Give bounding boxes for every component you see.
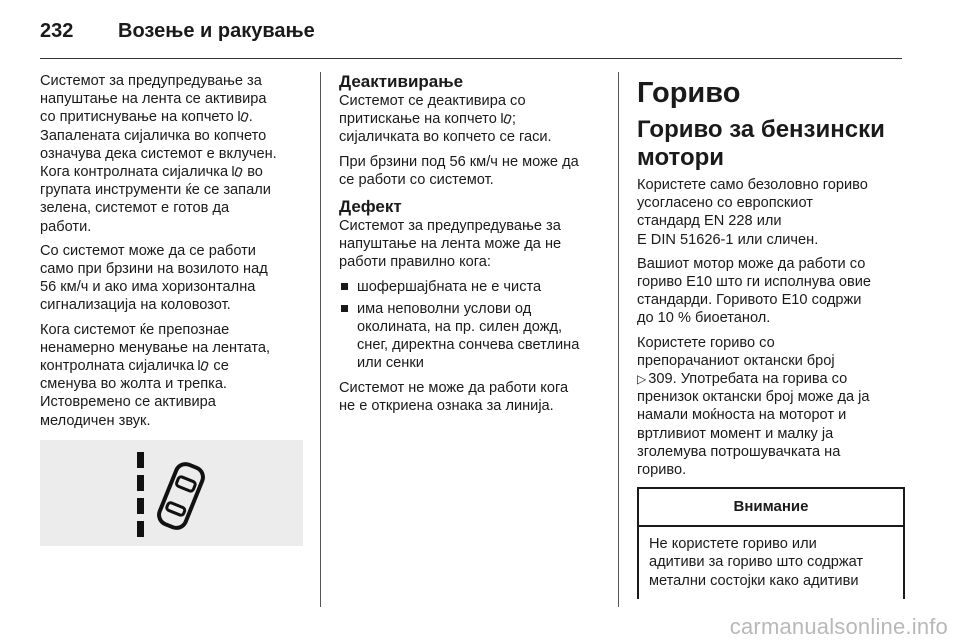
bullet-square-icon — [341, 305, 348, 312]
page-header — [40, 12, 902, 56]
paragraph-activation: Системот за предупредување за напуштање на лента се активира со притиснување на копчето . Запалената сијаличка во копчето означува дека системот е вклучен. Кога контролната сијаличка во групата инструменти ќе се запали зелена, системот е готов да работи. — [40, 73, 277, 235]
section-title-fuel: Гориво — [637, 77, 741, 109]
column-1 — [40, 72, 305, 546]
paragraph-warning: Кога системот ќе препознае ненамерно менување на лентата, контролната сијаличка се сменува во жолта и трепка. Истовремено се активира мелодичен звук. — [40, 321, 271, 429]
lane-assist-icon — [198, 359, 209, 371]
fault-conditions-list — [339, 278, 607, 373]
column-divider-1 — [320, 72, 321, 607]
watermark: carmanualsonline.info — [729, 614, 948, 639]
notice-body: Не користете гориво или адитиви за гориво што содржат метални состојки како адитиви — [649, 536, 864, 589]
subsection-title-petrol: Гориво за бензински мотори — [637, 116, 885, 171]
running-title: Возење и ракување — [118, 20, 315, 42]
notice-box — [637, 487, 905, 599]
bullet-square-icon — [341, 283, 348, 290]
paragraph-e10: Вашиот мотор може да работи со гориво E10 што ги исполнува овие стандарди. Горивото E10 содржи до 10 % биоетанол. — [637, 255, 872, 327]
header-rule — [40, 58, 902, 59]
paragraph-octane: Користете гориво со препорачаниот октански број ▷ 309. Употребата на горива со пренизок октански број може да ја намали моќноста на моторот и вртливиот момент и малку ја зголемува потрошувачката на гориво. — [637, 334, 870, 479]
lane-assist-icon — [501, 112, 512, 124]
page-number: 232 — [40, 20, 74, 42]
lane-assist-icon — [238, 110, 249, 122]
fault-heading: Дефект — [339, 197, 402, 217]
paragraph-deactivation: Системот се деактивира со притискање на копчето ; сијаличката во копчето се гаси. — [339, 93, 552, 146]
deactivation-heading: Деактивирање — [339, 72, 464, 91]
column-3 — [637, 72, 905, 599]
list-item: има неповолни услови од околината, на пр. силен дожд, снег, директна сончева светлина или сенки — [339, 300, 607, 373]
lane-departure-car-icon — [133, 448, 213, 540]
list-item: шофершајбната не е чиста — [339, 278, 607, 296]
paragraph-speed: Со системот може да се работи само при брзини на возилото над 56 км/ч и ако има хоризонтална сигнализација на коловозот. — [40, 242, 268, 314]
page-reference-link[interactable]: 309. Употребата на горива со — [648, 371, 848, 388]
lane-assist-icon — [232, 165, 243, 177]
notice-heading: Внимание — [639, 489, 903, 527]
paragraph-low-speed: При брзини под 56 км/ч не може да се работи со системот. — [339, 153, 579, 188]
paragraph-unleaded: Користете само безоловно гориво усогласено со европскиот стандард EN 228 или E DIN 51626-1 или сличен. — [637, 177, 868, 248]
column-2 — [339, 72, 607, 421]
paragraph-no-marking: Системот не може да работи кога не е откриена ознака за линија. — [339, 379, 569, 414]
column-divider-2 — [618, 72, 619, 607]
page-reference-arrow-icon: ▷ — [637, 372, 647, 387]
lane-departure-figure — [40, 440, 303, 546]
paragraph-fault: Системот за предупредување за напуштање на лента може да не работи правилно кога: — [339, 218, 562, 271]
